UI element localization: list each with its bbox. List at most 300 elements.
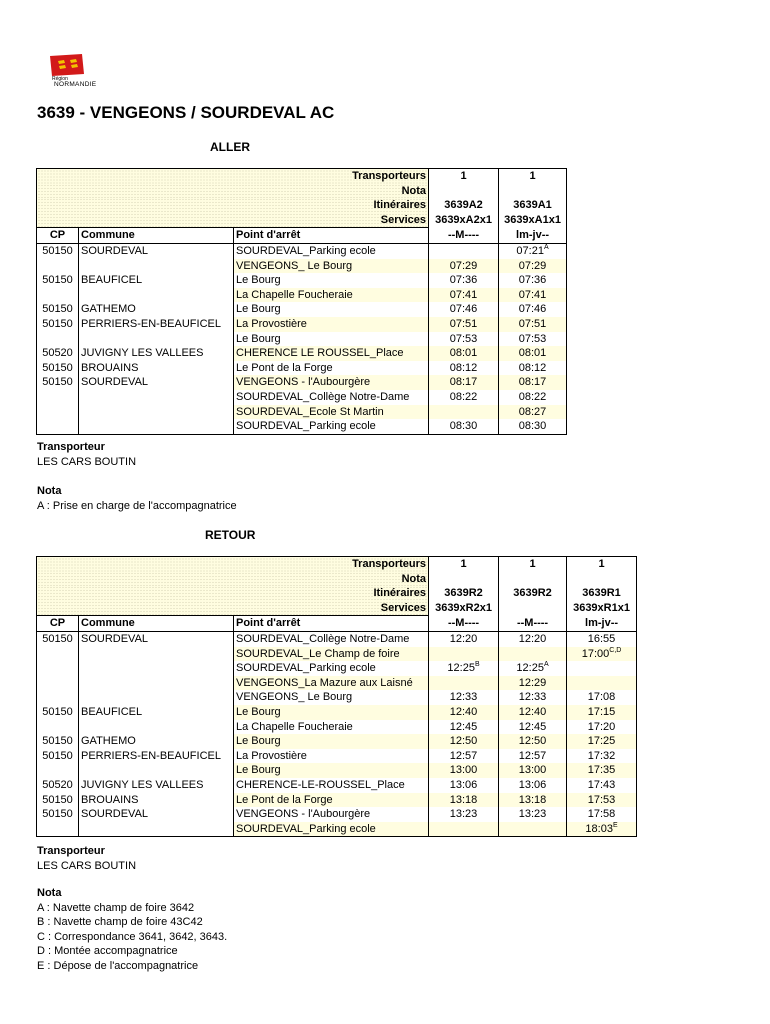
time-cell-text: 17:08	[587, 691, 616, 704]
stop-name-cell-text: CHERENCE LE ROUSSEL_Place	[236, 347, 404, 360]
time-cell	[567, 822, 637, 837]
stop-name-cell	[234, 763, 429, 778]
header-value	[499, 586, 567, 601]
time-cell-text: 17:58	[587, 808, 616, 821]
stop-name-cell-text: VENGEONS_La Mazure aux Laisné	[236, 676, 413, 689]
time-cell	[429, 273, 499, 288]
time-cell	[429, 661, 499, 676]
header-value-text: 3639R1	[582, 587, 621, 600]
stop-name-cell	[234, 793, 429, 808]
retour-note: C : Correspondance 3641, 3642, 3643.	[37, 930, 228, 943]
time-cell-text: 13:06	[518, 778, 547, 791]
commune-cell	[79, 390, 234, 405]
time-cell-text: 13:00	[518, 764, 547, 777]
stop-row	[37, 676, 637, 691]
commune-cell	[79, 405, 234, 420]
stop-name-cell-text: SOURDEVAL_Le Champ de foire	[236, 647, 400, 660]
time-cell	[499, 317, 567, 332]
commune-cell	[79, 822, 234, 837]
stop-name-cell-text: Le Pont de la Forge	[236, 793, 333, 806]
cp-cell-text: 50150	[42, 244, 73, 257]
stop-row	[37, 243, 567, 258]
cp-cell	[37, 705, 79, 720]
header-value-text: 3639A1	[513, 199, 552, 212]
header-label-text: Services	[380, 213, 427, 226]
header-label	[37, 213, 429, 228]
stop-name-cell	[234, 302, 429, 317]
jours-header	[567, 616, 637, 632]
stop-name-cell	[234, 288, 429, 303]
time-cell	[429, 346, 499, 361]
time-cell-text: 08:12	[449, 361, 478, 374]
time-cell	[567, 749, 637, 764]
time-cell	[499, 419, 567, 434]
header-row	[37, 213, 567, 228]
time-cell	[429, 375, 499, 390]
header-value-text: 3639A2	[444, 199, 483, 212]
time-cell	[499, 631, 567, 646]
stop-row	[37, 661, 637, 676]
header-row	[37, 169, 567, 184]
stop-row	[37, 375, 567, 390]
header-label	[37, 169, 429, 184]
stop-name-cell-text: SOURDEVAL_Ecole St Martin	[236, 405, 384, 418]
header-value-text: 3639R2	[444, 587, 483, 600]
stop-name-cell	[234, 705, 429, 720]
stop-name-cell-text: SOURDEVAL_Parking ecole	[236, 420, 376, 433]
time-cell	[567, 690, 637, 705]
header-value-text: 3639xA1x1	[504, 214, 561, 227]
cp-cell	[37, 317, 79, 332]
header-value	[429, 557, 499, 572]
time-cell-text: 12:25	[447, 662, 475, 675]
time-cell-text: 12:50	[449, 735, 478, 748]
header-value	[499, 169, 567, 184]
header-label	[37, 586, 429, 601]
cp-cell	[37, 647, 79, 662]
retour-heading: RETOUR	[205, 528, 256, 542]
header-label-text: Transporteurs	[352, 170, 427, 182]
time-cell	[429, 332, 499, 347]
commune-cell-text: PERRIERS-EN-BEAUFICEL	[81, 749, 221, 762]
jours-header-text: lm-jv--	[516, 229, 550, 242]
time-cell	[499, 705, 567, 720]
commune-cell-text: JUVIGNY LES VALLEES	[81, 347, 204, 360]
time-cell	[429, 807, 499, 822]
time-cell	[499, 259, 567, 274]
stop-name-cell-text: VENGEONS_ Le Bourg	[236, 691, 353, 704]
stop-name-cell	[234, 676, 429, 691]
stop-name-cell-text: Le Bourg	[236, 332, 281, 345]
header-value	[429, 198, 499, 213]
stop-name-cell	[234, 749, 429, 764]
commune-cell-text: GATHEMO	[81, 303, 136, 316]
header-label-text: Transporteurs	[352, 558, 427, 570]
stop-name-cell-text: VENGEONS_ Le Bourg	[236, 259, 353, 272]
header-value-text: 1	[460, 170, 467, 182]
footnote-marker: C,D	[609, 646, 622, 654]
commune-cell	[79, 302, 234, 317]
header-row	[37, 586, 637, 601]
cp-cell-text: 50150	[42, 793, 73, 806]
commune-cell	[79, 705, 234, 720]
stop-name-cell	[234, 734, 429, 749]
time-cell-text: 07:46	[518, 303, 547, 316]
time-cell-text: 07:36	[518, 274, 547, 287]
cp-cell	[37, 676, 79, 691]
header-value	[499, 601, 567, 616]
stop-row	[37, 778, 637, 793]
stop-row	[37, 690, 637, 705]
header-row	[37, 601, 637, 616]
stop-name-cell-text: Le Pont de la Forge	[236, 361, 333, 374]
stop-row	[37, 720, 637, 735]
commune-cell	[79, 259, 234, 274]
cp-cell-text: 50150	[42, 749, 73, 762]
cp-cell	[37, 288, 79, 303]
header-label-text: Nota	[401, 572, 427, 585]
commune-cell	[79, 243, 234, 258]
time-cell	[429, 259, 499, 274]
header-value	[567, 557, 637, 572]
commune-cell	[79, 690, 234, 705]
cp-cell	[37, 749, 79, 764]
header-value-text: 3639xR1x1	[573, 602, 630, 615]
cp-cell	[37, 690, 79, 705]
commune-cell	[79, 807, 234, 822]
stop-row	[37, 419, 567, 434]
time-cell	[429, 720, 499, 735]
commune-cell	[79, 676, 234, 691]
cp-cell-text: 50150	[42, 735, 73, 748]
stop-name-cell	[234, 332, 429, 347]
header-value	[499, 184, 567, 199]
time-cell	[499, 690, 567, 705]
stop-name-cell	[234, 647, 429, 662]
time-cell-text: 12:57	[518, 749, 547, 762]
time-cell	[499, 375, 567, 390]
header-value	[429, 572, 499, 587]
header-value	[499, 198, 567, 213]
cp-cell-text: 50150	[42, 274, 73, 287]
time-cell	[499, 346, 567, 361]
time-cell	[567, 734, 637, 749]
time-cell-text: 08:22	[449, 390, 478, 403]
time-cell	[429, 734, 499, 749]
stop-name-cell-text: CHERENCE-LE-ROUSSEL_Place	[236, 778, 405, 791]
cp-cell	[37, 273, 79, 288]
time-cell-text: 07:36	[449, 274, 478, 287]
commune-cell-text: BEAUFICEL	[81, 274, 143, 287]
commune-cell	[79, 375, 234, 390]
time-cell-text: 13:00	[449, 764, 478, 777]
stop-name-cell-text: VENGEONS - l'Aubourgère	[236, 376, 371, 389]
jours-header-text: --M----	[447, 229, 480, 242]
stop-name-cell	[234, 690, 429, 705]
time-cell	[429, 302, 499, 317]
point-header-text: Point d'arrêt	[236, 229, 301, 242]
header-label	[37, 601, 429, 616]
header-row	[37, 557, 637, 572]
time-cell-text: 13:18	[518, 793, 547, 806]
time-cell	[499, 302, 567, 317]
header-value	[499, 572, 567, 587]
time-cell-text: 12:25	[516, 662, 544, 675]
time-cell-text: 12:50	[518, 735, 547, 748]
cp-header-text: CP	[49, 617, 66, 630]
footnote-marker: A	[543, 243, 549, 251]
retour-nota-heading: Nota	[37, 887, 62, 899]
retour-timetable	[36, 556, 637, 837]
time-cell	[567, 720, 637, 735]
stop-name-cell-text: La Chapelle Foucheraie	[236, 720, 353, 733]
stop-row	[37, 807, 637, 822]
stop-name-cell-text: Le Bourg	[236, 705, 281, 718]
stop-row	[37, 361, 567, 376]
stop-name-cell	[234, 259, 429, 274]
time-cell-text: 12:40	[518, 705, 547, 718]
commune-cell	[79, 749, 234, 764]
aller-nota-block	[37, 484, 237, 513]
jours-header	[429, 228, 499, 244]
time-cell-text: 12:57	[449, 749, 478, 762]
page-title: 3639 - VENGEONS / SOURDEVAL AC	[37, 103, 335, 122]
time-cell	[567, 763, 637, 778]
time-cell	[567, 793, 637, 808]
time-cell-text: 17:32	[587, 749, 616, 762]
time-cell-text: 17:15	[587, 705, 616, 718]
time-cell-text: 17:43	[587, 778, 616, 791]
header-label	[37, 198, 429, 213]
time-cell	[429, 690, 499, 705]
header-value-text: 1	[529, 558, 536, 570]
commune-cell-text: GATHEMO	[81, 735, 136, 748]
time-cell	[499, 661, 567, 676]
stop-name-cell-text: Le Bourg	[236, 274, 281, 287]
header-value	[567, 572, 637, 587]
commune-header	[79, 228, 234, 244]
stop-name-cell-text: La Chapelle Foucheraie	[236, 288, 353, 301]
commune-cell	[79, 631, 234, 646]
time-cell-text: 12:20	[449, 632, 478, 645]
stop-name-cell	[234, 243, 429, 258]
retour-transporteur-heading: Transporteur	[37, 845, 105, 857]
jours-header	[499, 616, 567, 632]
stop-name-cell	[234, 375, 429, 390]
header-value-text: 1	[460, 558, 467, 570]
retour-nota-block	[37, 886, 227, 974]
commune-cell-text: BROUAINS	[81, 793, 139, 806]
commune-cell-text: SOURDEVAL	[81, 632, 149, 645]
stop-name-cell	[234, 631, 429, 646]
jours-header	[499, 228, 567, 244]
header-label-text: Itinéraires	[373, 199, 427, 212]
stop-name-cell-text: SOURDEVAL_Parking ecole	[236, 662, 376, 675]
aller-transporteur-block	[37, 440, 136, 469]
commune-cell-text: JUVIGNY LES VALLEES	[81, 778, 204, 791]
time-cell	[499, 749, 567, 764]
stop-name-cell-text: Le Bourg	[236, 735, 281, 748]
column-header-row	[37, 616, 637, 632]
time-cell-text: 07:29	[518, 259, 547, 272]
commune-header-text: Commune	[81, 229, 135, 242]
cp-cell	[37, 763, 79, 778]
header-value	[429, 601, 499, 616]
cp-cell-text: 50150	[42, 317, 73, 330]
commune-cell	[79, 332, 234, 347]
header-value	[429, 586, 499, 601]
cp-cell-text: 50520	[42, 347, 73, 360]
stop-row	[37, 332, 567, 347]
time-cell	[429, 631, 499, 646]
cp-cell-text: 50150	[42, 303, 73, 316]
point-header	[234, 228, 429, 244]
time-cell	[429, 763, 499, 778]
header-value-text: 3639xR2x1	[435, 602, 492, 615]
header-value	[499, 213, 567, 228]
cp-cell	[37, 419, 79, 434]
commune-cell-text: PERRIERS-EN-BEAUFICEL	[81, 317, 221, 330]
stop-name-cell-text: SOURDEVAL_Collège Notre-Dame	[236, 390, 410, 403]
time-cell-text: 07:51	[449, 317, 478, 330]
commune-cell	[79, 720, 234, 735]
time-cell	[499, 405, 567, 420]
retour-note: B : Navette champ de foire 43C42	[37, 916, 203, 929]
time-cell	[499, 647, 567, 662]
stop-row	[37, 734, 637, 749]
cp-cell	[37, 375, 79, 390]
retour-note: E : Dépose de l'accompagnatrice	[37, 959, 199, 972]
stop-name-cell-text: La Provostière	[236, 749, 307, 762]
time-cell-text: 12:45	[518, 720, 547, 733]
time-cell	[499, 243, 567, 258]
cp-cell	[37, 631, 79, 646]
stop-name-cell	[234, 405, 429, 420]
commune-cell	[79, 793, 234, 808]
time-cell	[429, 390, 499, 405]
time-cell	[499, 390, 567, 405]
header-value	[499, 557, 567, 572]
column-header-row	[37, 228, 567, 244]
stop-name-cell-text: SOURDEVAL_Parking ecole	[236, 822, 376, 835]
time-cell	[499, 273, 567, 288]
header-row	[37, 184, 567, 199]
commune-cell-text: SOURDEVAL	[81, 376, 149, 389]
header-label	[37, 184, 429, 199]
stop-name-cell	[234, 390, 429, 405]
time-cell	[499, 288, 567, 303]
commune-cell	[79, 317, 234, 332]
retour-transporteur-name: LES CARS BOUTIN	[37, 859, 137, 872]
commune-header	[79, 616, 234, 632]
time-cell	[499, 361, 567, 376]
time-cell-text: 08:01	[449, 347, 478, 360]
time-cell-text: 07:29	[449, 259, 478, 272]
time-cell-text: 08:17	[518, 376, 547, 389]
stop-row	[37, 317, 567, 332]
stop-name-cell-text: La Provostière	[236, 317, 307, 330]
time-cell-text: 08:01	[518, 347, 547, 360]
commune-cell-text: SOURDEVAL	[81, 244, 149, 257]
time-cell-text: 08:27	[518, 405, 547, 418]
time-cell	[499, 793, 567, 808]
time-cell-text: 12:40	[449, 705, 478, 718]
commune-cell-text: BEAUFICEL	[81, 705, 143, 718]
time-cell	[499, 332, 567, 347]
header-label	[37, 572, 429, 587]
time-cell-text: 07:51	[518, 317, 547, 330]
time-cell-text: 07:41	[518, 288, 547, 301]
stop-name-cell	[234, 419, 429, 434]
stop-name-cell	[234, 720, 429, 735]
jours-header	[429, 616, 499, 632]
aller-timetable	[36, 168, 567, 435]
cp-header	[37, 616, 79, 632]
commune-cell	[79, 778, 234, 793]
stop-row	[37, 273, 567, 288]
time-cell	[429, 405, 499, 420]
time-cell-text: 08:17	[449, 376, 478, 389]
time-cell-text: 12:29	[518, 676, 547, 689]
stop-row	[37, 288, 567, 303]
stop-row	[37, 405, 567, 420]
footnote-marker: B	[474, 661, 480, 669]
time-cell-text: 17:35	[587, 764, 616, 777]
logo-line2: NORMANDIE	[54, 81, 97, 88]
stop-row	[37, 705, 637, 720]
time-cell-text: 08:12	[518, 361, 547, 374]
point-header-text: Point d'arrêt	[236, 617, 301, 630]
header-value	[567, 601, 637, 616]
time-cell	[429, 793, 499, 808]
stop-name-cell	[234, 361, 429, 376]
time-cell	[429, 361, 499, 376]
time-cell	[429, 317, 499, 332]
retour-note: A : Navette champ de foire 3642	[37, 901, 195, 914]
time-cell	[499, 676, 567, 691]
stop-row	[37, 822, 637, 837]
stop-row	[37, 631, 637, 646]
time-cell-text: 13:06	[449, 778, 478, 791]
stop-name-cell-text: VENGEONS - l'Aubourgère	[236, 808, 371, 821]
header-label-text: Services	[380, 601, 427, 614]
jours-header-text: lm-jv--	[585, 617, 619, 630]
cp-cell-text: 50150	[42, 808, 73, 821]
time-cell-text: 12:33	[518, 691, 547, 704]
time-cell	[429, 419, 499, 434]
header-value	[567, 586, 637, 601]
point-header	[234, 616, 429, 632]
time-cell-text: 13:18	[449, 793, 478, 806]
time-cell-text: 12:45	[449, 720, 478, 733]
stop-name-cell	[234, 273, 429, 288]
header-row	[37, 198, 567, 213]
time-cell	[567, 661, 637, 676]
aller-note: A : Prise en charge de l'accompagnatrice	[37, 499, 237, 512]
retour-transporteur-block	[37, 844, 136, 873]
jours-header-text: --M----	[516, 617, 549, 630]
jours-header-text: --M----	[447, 617, 480, 630]
stop-name-cell-text: SOURDEVAL_Parking ecole	[236, 244, 376, 257]
commune-cell	[79, 288, 234, 303]
time-cell-text: 08:22	[518, 390, 547, 403]
cp-cell-text: 50150	[42, 705, 73, 718]
time-cell	[499, 822, 567, 837]
stop-name-cell-text: Le Bourg	[236, 764, 281, 777]
stop-row	[37, 763, 637, 778]
stop-row	[37, 793, 637, 808]
stop-name-cell	[234, 778, 429, 793]
